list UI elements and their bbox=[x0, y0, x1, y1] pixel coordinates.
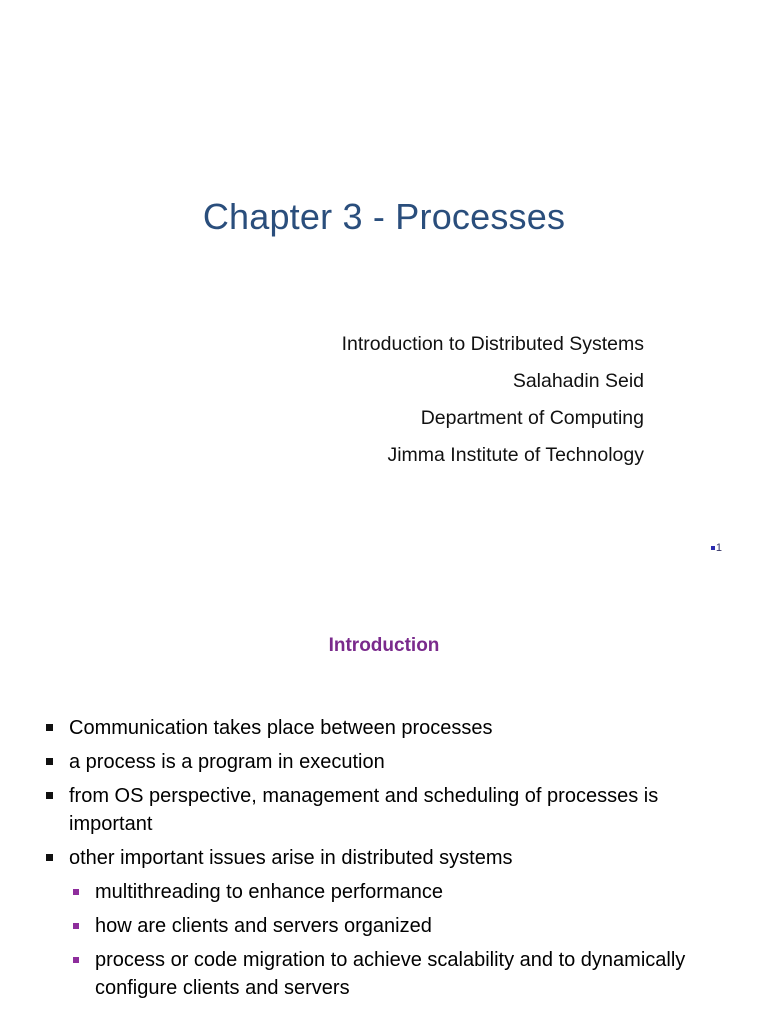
square-bullet-icon bbox=[46, 854, 53, 861]
list-item bbox=[45, 782, 735, 838]
square-bullet-icon bbox=[73, 923, 79, 929]
bullet-list bbox=[45, 714, 735, 1008]
list-item bbox=[45, 748, 735, 776]
square-bullet-icon bbox=[46, 792, 53, 799]
list-item-text: multithreading to enhance performance bbox=[95, 881, 443, 903]
list-item-text: process or code migration to achieve scalability and to dynamically configure clients and servers bbox=[95, 949, 686, 999]
square-bullet-icon bbox=[73, 889, 79, 895]
slide-heading: Introduction bbox=[328, 635, 440, 656]
list-item-text: from OS perspective, management and scheduling of processes is important bbox=[69, 785, 659, 835]
department-name: Department of Computing bbox=[420, 407, 644, 429]
square-bullet-icon bbox=[711, 546, 715, 550]
list-item-text: a process is a program in execution bbox=[69, 751, 385, 773]
square-bullet-icon bbox=[73, 957, 79, 963]
sub-list-item bbox=[71, 878, 735, 906]
slide-number bbox=[711, 542, 722, 554]
subtitle-block bbox=[342, 326, 644, 474]
slide-title: Chapter 3 - Processes bbox=[202, 196, 566, 237]
square-bullet-icon bbox=[46, 758, 53, 765]
list-item-text: Communication takes place between processes bbox=[69, 717, 493, 739]
list-item-text: how are clients and servers organized bbox=[95, 915, 432, 937]
author-name: Salahadin Seid bbox=[512, 370, 644, 392]
list-item bbox=[45, 844, 735, 872]
list-item-text: other important issues arise in distributed systems bbox=[69, 847, 513, 869]
square-bullet-icon bbox=[46, 724, 53, 731]
institution-name: Jimma Institute of Technology bbox=[387, 444, 644, 466]
slide-number-value: 1 bbox=[715, 542, 722, 554]
course-name: Introduction to Distributed Systems bbox=[341, 333, 644, 355]
introduction-slide bbox=[0, 575, 768, 1024]
sub-list-item bbox=[71, 946, 735, 1002]
sub-list-item bbox=[71, 912, 735, 940]
list-item bbox=[45, 714, 735, 742]
